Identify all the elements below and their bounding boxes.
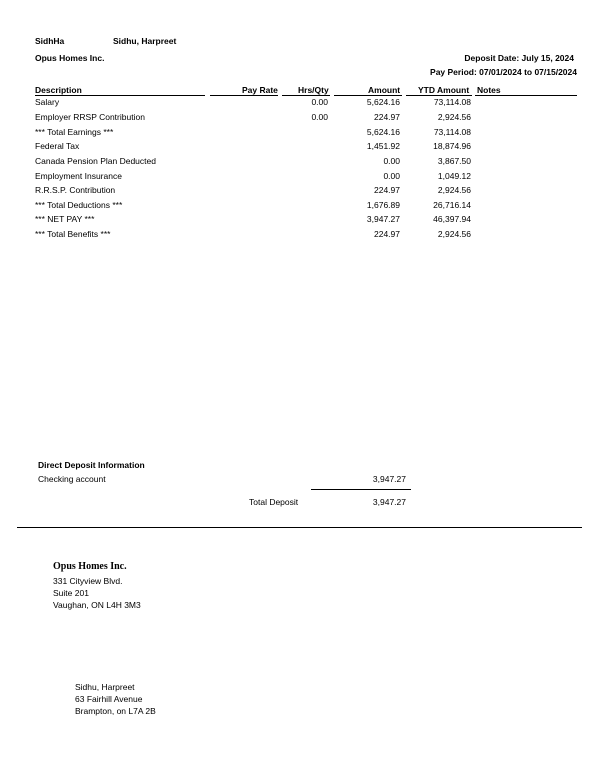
col-ytd-amount: YTD Amount (418, 85, 470, 95)
row-amount: 224.97 (374, 112, 400, 122)
total-deposit-label: Total Deposit (249, 497, 299, 507)
row-ytd-amount: 3,867.50 (437, 156, 471, 166)
row-ytd-amount: 26,716.14 (433, 200, 471, 210)
row-ytd-amount: 73,114.08 (433, 127, 471, 137)
row-ytd-amount: 2,924.56 (437, 185, 471, 195)
checking-account-amount: 3,947.27 (372, 474, 406, 484)
row-description: Employer RRSP Contribution (35, 112, 145, 122)
employee-name: Sidhu, Harpreet (113, 36, 177, 46)
row-description: Salary (35, 97, 60, 107)
row-amount: 1,451.92 (366, 141, 400, 151)
table-row (0, 96, 600, 110)
col-hrs-qty: Hrs/Qty (298, 85, 329, 95)
table-row (0, 155, 600, 169)
row-description: Federal Tax (35, 141, 80, 151)
row-description: Employment Insurance (35, 171, 122, 181)
row-amount: 224.97 (374, 185, 400, 195)
pay-period: Pay Period: 07/01/2024 to 07/15/2024 (430, 67, 577, 77)
row-ytd-amount: 73,114.08 (433, 97, 471, 107)
company-address-name: Opus Homes Inc. (53, 561, 127, 572)
row-amount: 224.97 (374, 229, 400, 239)
col-pay-rate: Pay Rate (242, 85, 278, 95)
company-address-line2: Suite 201 (53, 588, 89, 598)
checking-account-label: Checking account (38, 474, 106, 484)
company-address-line3: Vaughan, ON L4H 3M3 (53, 600, 141, 610)
row-amount: 0.00 (383, 156, 400, 166)
table-row (0, 111, 600, 125)
row-description: *** NET PAY *** (35, 214, 95, 224)
table-row (0, 126, 600, 140)
row-hrs-qty: 0.00 (311, 97, 328, 107)
row-ytd-amount: 2,924.56 (437, 112, 471, 122)
row-description: *** Total Benefits *** (35, 229, 111, 239)
table-row (0, 213, 600, 227)
row-description: *** Total Deductions *** (35, 200, 123, 210)
direct-deposit-title: Direct Deposit Information (38, 460, 145, 470)
row-ytd-amount: 46,397.94 (433, 214, 471, 224)
deposit-date: Deposit Date: July 15, 2024 (464, 53, 574, 63)
employee-code: SidhHa (35, 36, 65, 46)
company-name: Opus Homes Inc. (35, 53, 105, 63)
row-ytd-amount: 1,049.12 (437, 171, 471, 181)
table-row (0, 140, 600, 154)
row-description: *** Total Earnings *** (35, 127, 114, 137)
row-ytd-amount: 18,874.96 (433, 141, 471, 151)
total-deposit-amount: 3,947.27 (372, 497, 406, 507)
col-notes: Notes (477, 85, 501, 95)
table-row (0, 184, 600, 198)
stub-separator (17, 527, 582, 528)
table-row (0, 199, 600, 213)
employee-address-name: Sidhu, Harpreet (75, 682, 135, 692)
table-row (0, 228, 600, 242)
row-description: Canada Pension Plan Deducted (35, 156, 156, 166)
col-description: Description (35, 85, 82, 95)
row-description: R.R.S.P. Contribution (35, 185, 116, 195)
col-amount: Amount (368, 85, 401, 95)
row-amount: 5,624.16 (366, 127, 400, 137)
row-amount: 1,676.89 (366, 200, 400, 210)
row-amount: 5,624.16 (366, 97, 400, 107)
employee-address-line2: Brampton, on L7A 2B (75, 706, 156, 716)
row-amount: 0.00 (383, 171, 400, 181)
company-address-line1: 331 Cityview Blvd. (53, 576, 123, 586)
table-row (0, 170, 600, 184)
employee-address-line1: 63 Fairhill Avenue (75, 694, 143, 704)
row-amount: 3,947.27 (366, 214, 400, 224)
total-rule (311, 489, 411, 490)
row-ytd-amount: 2,924.56 (437, 229, 471, 239)
row-hrs-qty: 0.00 (311, 112, 328, 122)
